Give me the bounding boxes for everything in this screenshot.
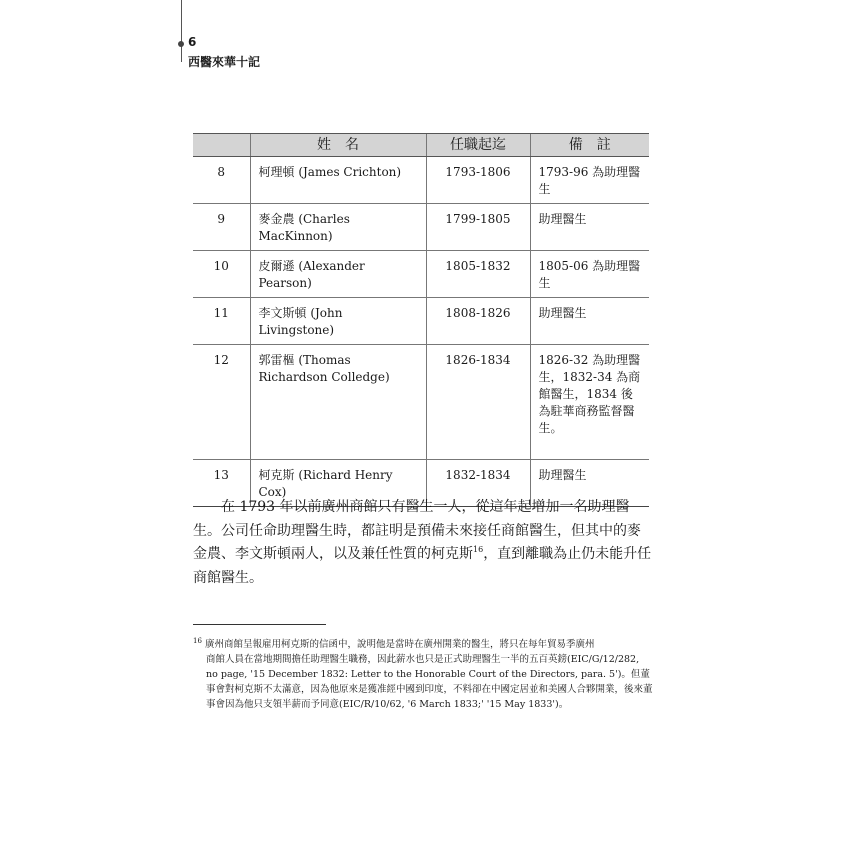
tenure-years: 1826-1834 [426,345,530,460]
row-number: 12 [193,345,250,460]
footnote-reference: 16 [473,545,484,554]
footnote-first-line: 廣州商館呈報雇用柯克斯的信函中，說明他是當時在廣州開業的醫生，將只在每年貿易季廣州 [204,639,595,650]
surgeon-name: 柯克斯 (Richard Henry Cox) [250,460,426,507]
surgeon-name: 柯理頓 (James Crichton) [250,157,426,204]
row-number: 13 [193,460,250,507]
running-title: 西醫來華十記 [188,55,261,69]
footnote [193,634,653,712]
paragraph-text-end: ，直到離職為止仍未能升任商館醫生。 [193,546,652,586]
table-row [193,157,649,204]
surgeon-name: 皮爾遜 (Alexander Pearson) [250,251,426,298]
remark: 助理醫生 [530,460,649,507]
table-row [193,251,649,298]
page-number: 6 [188,35,197,49]
remark: 1793-96 為助理醫生 [530,157,649,204]
page-marker-dot [178,41,184,47]
row-number: 8 [193,157,250,204]
table-header-row [193,134,649,157]
surgeon-name: 麥金農 (Charles MacKinnon) [250,204,426,251]
header-tenure: 任職起迄 [426,134,530,157]
paragraph-text: 在 1793 年以前廣州商館只有醫生一人，從這年起增加一名助理醫生。公司任命助理醫生時，都註明是預備未來接任商館醫生，但其中的麥金農、李文斯頓兩人，以及兼任性質的柯克斯 [193,499,641,562]
remark: 1826-32 為助理醫生，1832-34 為商館醫生，1834 後為駐華商務監督醫生。 [530,345,649,460]
surgeon-name: 郭雷樞 (Thomas Richardson Colledge) [250,345,426,460]
table-row [193,345,649,460]
table-row [193,204,649,251]
tenure-years: 1805-1832 [426,251,530,298]
surgeons-table [193,133,649,507]
table-row [193,298,649,345]
remark: 助理醫生 [530,204,649,251]
header-remarks: 備 註 [530,134,649,157]
tenure-years: 1808-1826 [426,298,530,345]
header-name: 姓 名 [250,134,426,157]
tenure-years: 1799-1805 [426,204,530,251]
row-number: 10 [193,251,250,298]
row-number: 11 [193,298,250,345]
footnote-separator [193,624,326,625]
tenure-years: 1793-1806 [426,157,530,204]
tenure-years: 1832-1834 [426,460,530,507]
remark: 助理醫生 [530,298,649,345]
footnote-mark: 16 [193,637,202,645]
header-index [193,134,250,157]
body-paragraph [193,496,653,590]
remark: 1805-06 為助理醫生 [530,251,649,298]
row-number: 9 [193,204,250,251]
surgeon-name: 李文斯頓 (John Livingstone) [250,298,426,345]
margin-rule [181,0,182,62]
footnote-continuation: 商館人員在當地期間擔任助理醫生職務，因此薪水也只是正式助理醫生一半的五百英鎊(EIC/G/12/282, no page, '15 December 1832: Letter to the Honorable Court of the Directors, para. 5')。但董事會對柯克斯不太滿意，因為他原來是獲准經中國到印度，不料卻在中國定居並和美國人合夥開業，後來董事會因為他只支領半薪而予同意(EIC/R/10/62, '6 March 1833;' '15 May 1833')。 [206,654,653,710]
